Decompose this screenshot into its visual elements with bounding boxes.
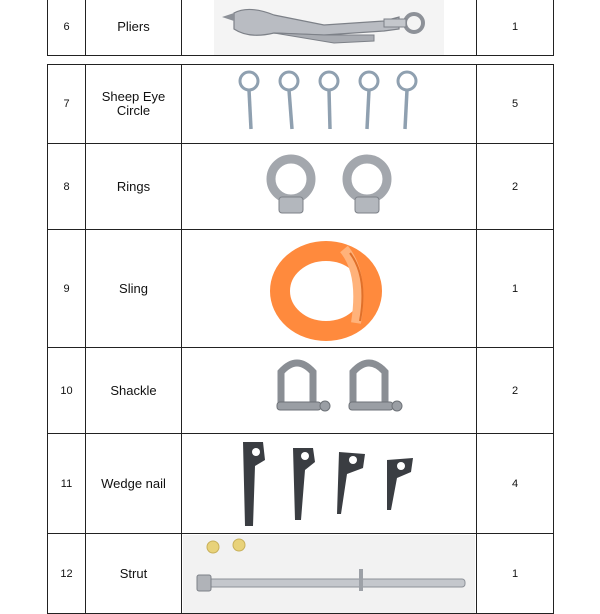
item-quantity: 1 — [477, 230, 554, 348]
table-row — [48, 144, 554, 230]
d-shackle-icon — [249, 356, 409, 426]
item-quantity: 1 — [477, 0, 554, 56]
table-row — [48, 0, 554, 56]
item-image — [182, 434, 477, 534]
item-name: Sling — [86, 230, 182, 348]
item-name: Strut — [86, 534, 182, 614]
item-quantity: 2 — [477, 144, 554, 230]
item-name: Wedge nail — [86, 434, 182, 534]
items-table-main — [47, 64, 554, 614]
row-number: 6 — [48, 0, 86, 56]
item-image — [182, 348, 477, 434]
table-row — [48, 534, 554, 614]
item-name: Rings — [86, 144, 182, 230]
item-image — [182, 65, 477, 144]
item-name: Shackle — [86, 348, 182, 434]
item-image — [182, 230, 477, 348]
wedge-nail-icon — [229, 438, 429, 530]
item-name: Pliers — [86, 0, 182, 56]
table-row — [48, 348, 554, 434]
table-row — [48, 230, 554, 348]
items-table-top — [47, 0, 554, 56]
row-number: 8 — [48, 144, 86, 230]
item-quantity: 2 — [477, 348, 554, 434]
item-image — [182, 0, 477, 56]
item-name: Sheep Eye Circle — [86, 65, 182, 144]
row-number: 10 — [48, 348, 86, 434]
table-row — [48, 434, 554, 534]
item-image — [182, 534, 477, 614]
row-number: 11 — [48, 434, 86, 534]
locking-pliers-icon — [214, 0, 444, 55]
item-quantity: 4 — [477, 434, 554, 534]
sling-strap-icon — [264, 233, 394, 345]
row-number: 12 — [48, 534, 86, 614]
row-number: 7 — [48, 65, 86, 144]
item-image — [182, 144, 477, 230]
row-number: 9 — [48, 230, 86, 348]
item-quantity: 5 — [477, 65, 554, 144]
eye-nut-ring-icon — [249, 149, 409, 225]
eye-screw-icon — [229, 67, 429, 141]
table-row — [48, 65, 554, 144]
strut-rod-icon — [183, 535, 475, 613]
item-quantity: 1 — [477, 534, 554, 614]
